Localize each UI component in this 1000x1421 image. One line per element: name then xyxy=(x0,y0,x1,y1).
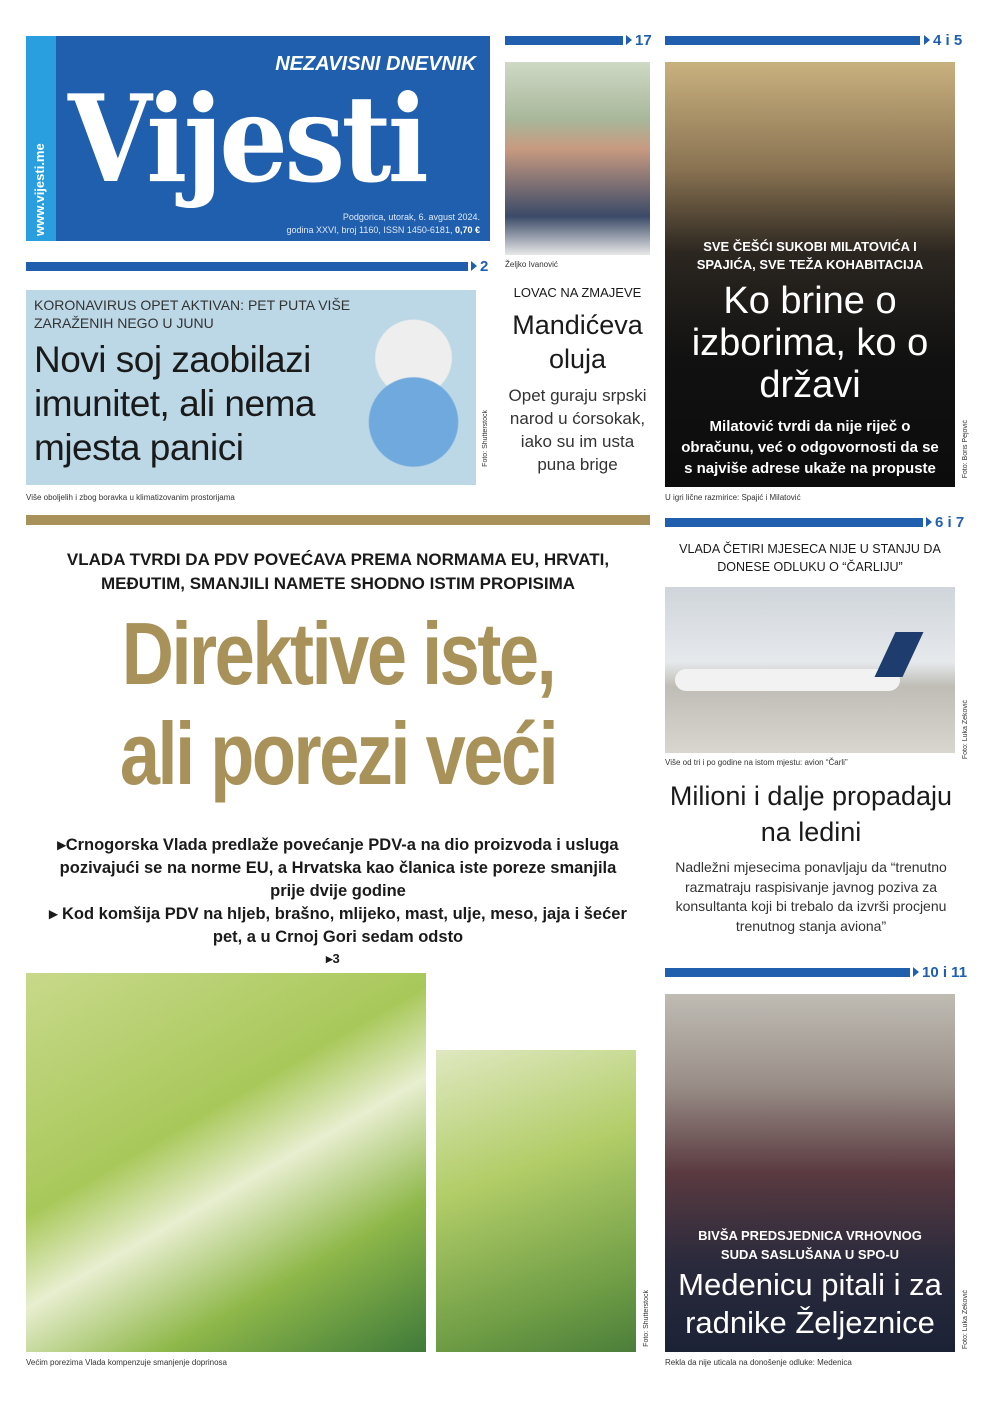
headline[interactable]: Ko brine o izborima, ko o državi xyxy=(691,280,929,406)
photo-caption: Većim porezima Vlada kompenzuje smanjenje doprinosa xyxy=(26,1358,227,1367)
headline-line-1: Direktive iste, xyxy=(121,604,555,703)
logo: Vijesti xyxy=(68,69,426,210)
covid-panel xyxy=(26,290,476,485)
page-ref[interactable]: 10 i 11 xyxy=(913,966,967,980)
issue: godina XXVI, broj 1160, ISSN 1450-6181, xyxy=(286,225,453,235)
airplane-photo xyxy=(665,587,955,753)
photo-caption: Rekla da nije uticala na donošenje odluke: Medenica xyxy=(665,1358,852,1367)
medenica-panel xyxy=(665,994,955,1352)
headline[interactable]: Milioni i dalje propadaju na ledini xyxy=(669,781,953,847)
photo-credit: Foto: Shutterstock xyxy=(482,410,489,467)
masthead xyxy=(26,36,490,241)
kicker: VLADA TVRDI DA PDV POVEĆAVA PREMA NORMAMA EU, HRVATI, MEĐUTIM, SMANJILI NAMETE SHODNO ISTIM PROPISIMA xyxy=(66,550,610,593)
deck: Milatović tvrdi da nije riječ o obračunu, već o odgovornosti da se s najviše adrese ukaže na propuste xyxy=(681,418,939,477)
headline[interactable]: Medenicu pitali i za radnike Željeznice xyxy=(678,1267,942,1340)
kicker: KORONAVIRUS OPET AKTIVAN: PET PUTA VIŠE ZARAŽENIH NEGO U JUNU xyxy=(34,297,351,331)
milatovic-panel xyxy=(665,62,955,487)
tagline: NEZAVISNI DNEVNIK xyxy=(275,53,476,75)
issue-info xyxy=(287,225,481,236)
page-ref[interactable]: 2 xyxy=(471,260,488,274)
photo-caption: Više oboljelih i zbog boravka u klimatizovanim prostorijama xyxy=(26,493,235,502)
bullet-1: ▸Crnogorska Vlada predlaže povećanje PDV-a na dio proizvoda i usluga pozivajući se na norme EU, a Hrvatska kao članica iste poreze smanjila prije dvije godine xyxy=(57,836,619,900)
page-ref[interactable]: 4 i 5 xyxy=(924,34,962,48)
divider xyxy=(26,515,650,525)
text: Opet guraju srpski narod u ćorsokak, iako su im usta puna brige xyxy=(508,386,647,474)
website: www.vijesti.me xyxy=(32,143,47,236)
photo-caption: U igri lične razmirice: Spajić i Milatović xyxy=(665,493,801,502)
dateline: Podgorica, utorak, 6. avgust 2024. xyxy=(342,212,480,222)
headline-line-2: ali porezi veći xyxy=(119,704,557,803)
lead-headline[interactable] xyxy=(82,604,594,804)
price: 0,70 € xyxy=(454,225,480,235)
photo-credit: Foto: Shutterstock xyxy=(643,1290,650,1347)
airplane-fuselage xyxy=(675,669,900,691)
page-ref[interactable]: 6 i 7 xyxy=(926,516,964,530)
kicker: SVE ČEŠĆI SUKOBI MILATOVIĆA I SPAJIĆA, SVE TEŽA KOHABITACIJA xyxy=(696,239,924,272)
headline[interactable]: Novi soj zaobilazi imunitet, ali nema mjesta panici xyxy=(34,339,315,468)
mandic-text-column xyxy=(500,284,655,476)
photo-caption: Željko Ivanović xyxy=(505,260,558,269)
page-ref[interactable]: 17 xyxy=(626,34,652,48)
banknote-image xyxy=(436,1050,636,1352)
headline[interactable]: Mandićeva oluja xyxy=(512,310,643,374)
text: Nadležni mjesecima ponavljaju da “trenutno razmatraju raspisivanje javnog poziva za konsultanta koji bi trebalo da izvrši procjenu trenutnog stanja aviona” xyxy=(675,859,947,934)
covid-text-column xyxy=(34,296,384,470)
photo-credit: Foto: Luka Zeković xyxy=(962,700,969,760)
kicker: VLADA ČETIRI MJESECA NIJE U STANJU DA DONESE ODLUKU O “ČARLIJU” xyxy=(679,542,941,574)
photo-ivanovic xyxy=(505,62,650,255)
kicker: LOVAC NA ZMAJEVE xyxy=(513,285,642,300)
carli-text-column xyxy=(665,778,957,936)
kicker: BIVŠA PREDSJEDNICA VRHOVNOG SUDA SASLUŠANA U SPO-U xyxy=(698,1228,922,1262)
bullet-arrow-icon: ▸ xyxy=(49,905,62,923)
bullet-2: ▸ Kod komšija PDV na hljeb, brašno, mlijeko, mast, ulje, meso, jaja i šećer pet, a u Crnoj Gori sedam odsto xyxy=(49,905,627,946)
page-ref[interactable]: ▸3 xyxy=(326,951,340,966)
photo-caption: Više od tri i po godine na istom mjestu: avion “Čarli” xyxy=(665,758,848,767)
photo-credit: Foto: Luka Zeković xyxy=(962,1290,969,1350)
banknotes-image xyxy=(26,973,426,1352)
bullet-arrow-icon: ▸ xyxy=(57,836,66,854)
photo-credit: Foto: Boris Pejović xyxy=(962,420,969,479)
airplane-tail xyxy=(875,632,924,677)
